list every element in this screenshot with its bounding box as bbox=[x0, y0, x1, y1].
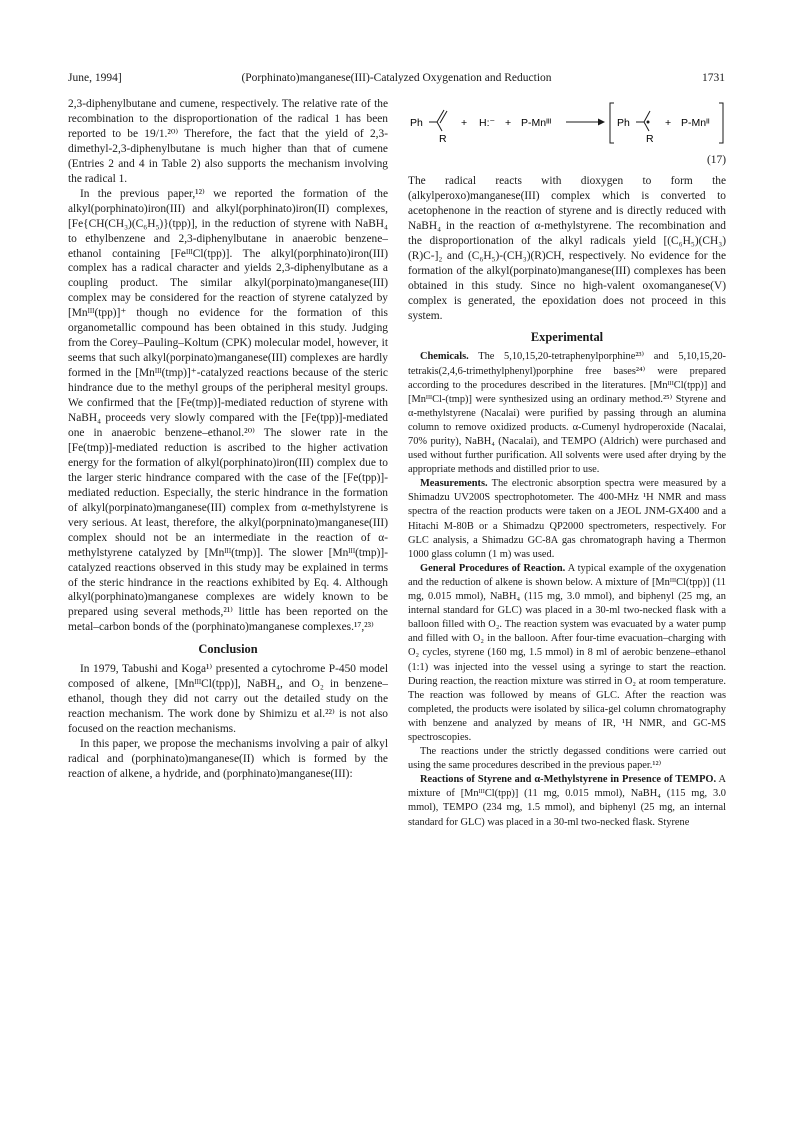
tempo-reactions-run-in-heading: Reactions of Styrene and α-Methylstyrene in Presence of TEMPO. bbox=[420, 774, 717, 786]
general-procedures-run-in-heading: General Procedures of Reaction. bbox=[420, 562, 566, 574]
left-paragraph-1: 2,3-diphenylbutane and cumene, respectively. The relative rate of the recombination to the disproportionation of the radical 1 has been reported to be 19/1.²⁰⁾ Therefore, the fact that the yield of 2,3-dimethyl-2,3-diphenylbutane is much higher than that of cumene (Entries 2 and 4 in Table 2) also supports the mechanism involving the radical 1. bbox=[68, 98, 388, 185]
left-column bbox=[68, 97, 388, 782]
scheme-ph-2: Ph bbox=[617, 117, 630, 129]
scheme-plus-2: + bbox=[505, 117, 512, 129]
general-procedures-text: A typical example of the oxygenation and the reduction of alkene is shown below. A mixture of [MnᴵᴵᴵCl(tpp)] (11 mg, 0.015 mmol), NaBH₄ (115 mg, 3.0 mmol), and biphenyl (25 mg, an internal standard for GLC) was placed in a 30-ml two-necked flask with a balloon filled with O₂. The reaction system was evacuated by a water pump and filled with O₂ in the balloon. After four-time evacuation–charging with O₂ cycles, styrene (160 mg, 1.5 mmol) in 8 ml of aerobic benzene–ethanol (1:1) was injected into the vessel using a syringe to start the reaction. During reaction, the reaction mixture was stirred in O₂ at room temperature. The reaction was followed by means of GLC. After the reaction was completed, the products were isolated by silica-gel column chromatography with benzene and analyzed by means of IR, ¹H NMR, and GC-MS spectroscopies. bbox=[408, 562, 726, 743]
scheme-arrow-head bbox=[598, 119, 605, 126]
right-paragraph-1: The radical reacts with dioxygen to form the (alkylperoxo)manganese(III) complex which is converted to acetophenone in the reaction of styrene and is directly reduced with NaBH₄ in the reaction of α-methylstyrene. The recombination and the disproportionation of the alkyl radicals yield [(C₆H₅)(CH₃)(R)C-]₂ and (C₆H₅)-(CH₃)(R)CH, respectively. No evidence for the formation of the alkyl(porpinato)manganese(III) complexes has been obtained in this study. Since no high-valent oxomanganese(V) complex is generated, the epoxidation does not proceed in this system. bbox=[408, 174, 726, 322]
scheme-bracket-left bbox=[610, 103, 614, 143]
header-page-number: 1731 bbox=[702, 72, 725, 84]
scheme-double-bond-b bbox=[440, 111, 447, 123]
measurements-paragraph bbox=[408, 477, 726, 562]
scheme-plus-3: + bbox=[665, 117, 672, 129]
running-header bbox=[68, 72, 725, 86]
scheme-bracket-right bbox=[719, 103, 723, 143]
reaction-scheme bbox=[408, 97, 726, 153]
general-procedures-paragraph bbox=[408, 562, 726, 745]
experimental-heading: Experimental bbox=[530, 330, 604, 345]
scheme-bond-r-1 bbox=[437, 122, 442, 131]
scheme-radical-dot bbox=[647, 121, 650, 124]
scheme-plus-1: + bbox=[461, 117, 468, 129]
conclusion-heading: Conclusion bbox=[198, 642, 258, 657]
equation-number: (17) bbox=[707, 154, 726, 166]
scheme-r-2: R bbox=[646, 133, 654, 145]
reaction-scheme-drawing bbox=[408, 97, 726, 153]
scheme-ph-1: Ph bbox=[410, 117, 423, 129]
left-paragraph-4: In this paper, we propose the mechanisms involving a pair of alkyl radical and (porphinato)manganese(II) which is formed by the reaction of alkene, a hydride, and (porphinato)manganese(III): bbox=[68, 738, 388, 780]
chemicals-paragraph bbox=[408, 350, 726, 477]
chemicals-run-in-heading: Chemicals. bbox=[420, 351, 469, 363]
measurements-text: The electronic absorption spectra were measured by a Shimadzu UV200S spectrophotometer. The 400-MHz ¹H NMR and mass spectra of the reaction products were taken on a JEOL JNM-GX400 and a Hitachi M-80B or a Shimadzu QP2000 spectrometers, respectively. For GLC analysis, a Shimadzu GC-8A gas chromatograph having a Thermon 1000 glass column (1 m) was used. bbox=[408, 478, 726, 560]
left-paragraph-2: In the previous paper,¹²⁾ we reported the formation of the alkyl(porphinato)iron(III) and alkyl(porphinato)iron(II) complexes, [Fe{CH(CH₃)(C₆H₅)}(tpp)], in the reduction of styrene with NaBH₄ to ethylbenzene and 2,3-diphenylbutane in anaerobic benzene–ethanol containing [FeᴵᴵᴵCl(tpp)]. The alkyl(porphinato)iron(III) complex has a radical character and yields 2,3-diphenylbutane as a coupling product. The similar alkyl(porpinato)manganese(III) complex may be considered for the reaction of styrene catalyzed by [Mnᴵᴵᴵ(tpp)]⁺ though no evidence for the formation of this organometallic compound has been obtained in this study. Judging from the Corey–Pauling–Koltum (CPK) molecular model, however, it seems that such alkyl(porpinato)manganese(III) complexes are hardly formed in the [Mnᴵᴵᴵ(tmp)]⁺-catalyzed reactions because of the steric hindrance due to the methyl groups of the peripheral mesityl groups. We confirmed that the [Fe(tmp)]-mediated reduction of styrene with NaBH₄ proceeds very slowly compared with the [Fe(tpp)]-mediated one in anaerobic benzene–ethanol.²⁰⁾ The slower rate in the [Fe(tmp)]-mediated reduction is ascribed to the higher activation energy for the formation of alkyl(porphinato)iron(III) complex due to the larger steric hindrance compared with the case of the [Fe(tpp)]-mediated reduction. Especially, the steric hindrance in the formation of alkyl(porpinato)manganese(III) complex from α-methylstyrene is very serious. At least, therefore, the alkyl(porpninato)manganese(III) complex should not be an intermediate in the reaction of α-methylstyrene catalyzed by [Mnᴵᴵᴵ(tmp)]. The slower [Mnᴵᴵᴵ(tmp)]-catalyzed reactions observed in this study may be explained in terms of the steric hindrance in the reactions exhibited by Eq. 4. Although alkyl(porphinato)manganese complexes are widely known to be prepared using several methods,²¹⁾ little has been reported on the metal–carbon bonds of the (porphinato)manganese complexes.¹⁷,²³⁾ bbox=[68, 187, 388, 634]
scheme-bond-methyl bbox=[644, 111, 650, 122]
tempo-reactions-paragraph bbox=[408, 773, 726, 829]
chemicals-text: The 5,10,15,20-tetraphenylporphine²³⁾ and 5,10,15,20-tetrakis(2,4,6-trimethylphenyl)porphine free bases²⁴⁾ were prepared according to the procedures described in the literatures. [MnᴵᴵᴵCl(tpp)] and [MnᴵᴵᴵCl-(tmp)] were synthesized using an ordinary method.²⁵⁾ Styrene and α-methylstyrene (Nacalai) were purified by passing through an alumina column to remove oxidized products. α-Cumenyl hydroperoxide (Nacalai, 70% purity), NaBH₄ (Nacalai), and TEMPO (Aldrich) were purchased and used without further purification. All solvents were used after drying by the appropriate methods and distilled prior to use. bbox=[408, 351, 726, 476]
header-title: (Porphinato)manganese(III)-Catalyzed Oxygenation and Reduction bbox=[241, 72, 552, 84]
left-paragraph-3: In 1979, Tabushi and Koga¹⁾ presented a cytochrome P-450 model composed of alkene, [MnᴵᴵᴵCl(tpp)], NaBH₄, and O₂ in benzene–ethanol, though they did not carry out the detailed study on the reaction mechanism. The work done by Shimizu et al.²²⁾ is not also focused on the reaction mechanisms. bbox=[68, 663, 388, 736]
header-date: June, 1994] bbox=[68, 72, 122, 84]
scheme-hydride: H:⁻ bbox=[479, 117, 496, 129]
scheme-p-mn-ii: P-Mnᴵᴵ bbox=[681, 117, 710, 129]
tempo-reactions-text: A mixture of [MnᴵᴵᴵCl(tpp)] (11 mg, 0.015 mmol), NaBH₄ (115 mg, 3.0 mmol), TEMPO (234 mg, 1.5 mmol), and biphenyl (25 mg, an internal standard for GLC) was placed in a 30-ml two-necked flask. Styrene bbox=[408, 774, 726, 828]
scheme-r-1: R bbox=[439, 133, 447, 145]
right-column bbox=[408, 97, 726, 830]
scheme-double-bond-a bbox=[437, 110, 444, 122]
measurements-run-in-heading: Measurements. bbox=[420, 478, 488, 490]
degassed-paragraph: The reactions under the strictly degassed conditions were carried out using the same procedures described in the previous paper.¹²⁾ bbox=[408, 746, 726, 772]
scheme-p-mn-iii: P-Mnᴵᴵᴵ bbox=[521, 117, 552, 129]
